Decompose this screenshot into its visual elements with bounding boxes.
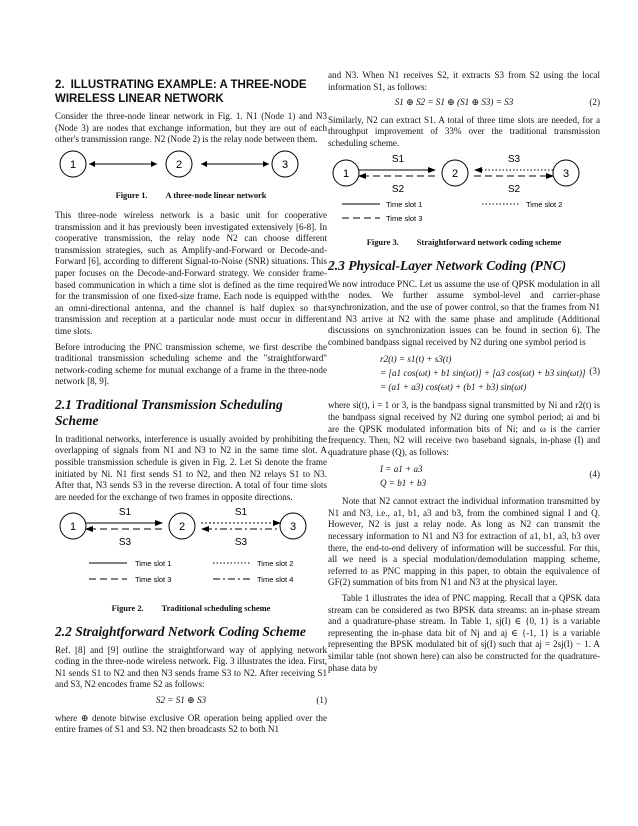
equation-3-line-3: = (a1 + a3) cos(ωt) + (b1 + b3) sin(ωt) (380, 382, 527, 393)
equation-1-number: (1) (316, 695, 327, 705)
fig3-arrowhead (474, 167, 482, 173)
section-2-number: 2. (55, 79, 65, 91)
section-2-2-para-2: where ⊕ denote bitwise exclusive OR operation being applied over the entire frames of S1 and S3. N2 then broadcasts S2 to both N1 (55, 712, 327, 735)
equation-4 (328, 462, 600, 490)
fig2-node-1-label: 1 (69, 521, 77, 534)
section-2-heading (55, 78, 327, 106)
fig3-node-1-label: 1 (342, 167, 350, 180)
fig1-arrowhead (89, 161, 95, 167)
fig2-label-s1-a: S1 (118, 507, 132, 519)
fig3-node-3-label: 3 (562, 167, 570, 180)
figure-2-caption-text: Traditional scheduling scheme (161, 604, 271, 614)
fig1-arrowhead (151, 161, 157, 167)
equation-3-number: (3) (589, 366, 600, 377)
section-2-title: ILLUSTRATING EXAMPLE: A THREE-NODE WIRELESS LINEAR NETWORK (55, 79, 307, 105)
figure-2-caption (55, 603, 327, 615)
fig3-label-s1: S1 (391, 153, 405, 165)
fig3-legend-2: Time slot 2 (526, 199, 563, 209)
fig2-label-s3-b: S3 (234, 537, 248, 549)
fig3-label-s2-b: S2 (507, 183, 521, 195)
figure-2-diagram (55, 507, 327, 591)
section-2-3-para-1: We now introduce PNC. Let us assume the use of QPSK modulation in all the nodes. We further assume symbol-level and carrier-phase synchronization, and the use of power control, so that the frames from N1 and N3 arrive at N2 with the same phase and amplitude (Additional discussions on synchronization issues can be found in section 6). The combined bandpass signal received by N2 during one symbol period is (328, 278, 600, 347)
fig3-label-s2-a: S2 (391, 183, 405, 195)
figure-2-label: Figure 2. (111, 604, 144, 614)
fig2-arrowhead (201, 526, 209, 532)
fig2-label-s1-b: S1 (234, 507, 248, 519)
fig1-arrowhead (201, 161, 207, 167)
equation-3-line-2: = [a1 cos(ωt) + b1 sin(ωt)] + [a3 cos(ωt) + b3 sin(ωt)] (380, 368, 586, 379)
equation-4-line-1: I = a1 + a3 (380, 464, 423, 475)
equation-2 (328, 97, 600, 109)
fig1-arrowhead (263, 161, 269, 167)
equation-3 (328, 352, 600, 394)
equation-1 (55, 695, 327, 707)
fig2-legend-4: Time slot 4 (257, 575, 294, 585)
figure-3-label: Figure 3. (366, 238, 399, 248)
section-2-1-heading: 2.1 Traditional Transmission Scheduling Scheme (55, 396, 283, 428)
fig2-node-2-label: 2 (178, 521, 186, 534)
figure-3-caption-text: Straightforward network coding scheme (416, 238, 562, 248)
equation-1-body: S2 = S1 ⊕ S3 (155, 695, 207, 705)
fig2-legend-2: Time slot 2 (257, 559, 294, 569)
fig2-arrowhead (155, 520, 163, 526)
figure-3-diagram (328, 154, 600, 228)
section-2-1-para-1: In traditional networks, interference is usually avoided by prohibiting the overlapping of signals from N1 and N3 to N2 in the same time slot. A possible transmission schedule is given in Fig. 2. Let Si denote the frame initiated by Ni. N1 first sends S1 to N2, and then N2 relays S1 to N3. After that, N3 sends S3 in the reverse direction. A total of four time slots are needed for the exchange of two frames in opposite directions. (55, 433, 327, 502)
section-2-3-para-2: where si(t), i = 1 or 3, is the bandpass signal transmitted by Ni and r2(t) is the bandpass signal received by N2 during one symbol period; ai and bi are the QPSK modulated information bits of Ni; and ω is the carrier frequency. Then, N2 will receive two baseband signals, in-phase (I) and quadrature phase (Q), as follows: (328, 400, 600, 457)
figure-3-caption (328, 237, 600, 249)
fig1-node-2-label: 2 (175, 158, 183, 171)
section-2-para-1: Consider the three-node linear network in Fig. 1. N1 (Node 1) and N3 (Node 3) are nodes that exchange information, but they are out of each other's transmission range. N2 (Node 2) is the relay node between them. (55, 111, 327, 145)
fig2-legend-1: Time slot 1 (135, 559, 172, 569)
section-2-3-para-4: Table 1 illustrates the idea of PNC mapping. Recall that a QPSK data stream can be considered as two BPSK data streams: an in-phase stream and a quadrature-phase stream. In Table 1, sj(I) ∈ {0, 1} is a variable representing the in-phase data bit of Nj and aj ∈ {-1, 1} is a variable representing the BPSK modulated bit of sj(I) such that aj = 2sj(I) − 1. A similar table (not shown here) can also be constructed for the quadrature-phase data by (328, 593, 600, 673)
fig2-legend-3: Time slot 3 (135, 575, 172, 585)
figure-1-caption (55, 190, 327, 202)
left-column (55, 70, 327, 740)
right-column (328, 70, 600, 678)
figure-3 (328, 154, 600, 249)
fig2-node-3-label: 3 (289, 521, 297, 534)
figure-1-label: Figure 1. (115, 191, 148, 201)
fig3-legend-1: Time slot 1 (386, 199, 423, 209)
equation-2-number: (2) (589, 97, 600, 108)
fig1-node-1-label: 1 (69, 158, 77, 171)
section-2-3-heading: 2.3 Physical-Layer Network Coding (PNC) (328, 257, 567, 273)
equation-4-number: (4) (589, 469, 600, 480)
equation-2-body: S1 ⊕ S2 = S1 ⊕ (S1 ⊕ S3) = S3 (394, 97, 514, 108)
figure-1-caption-text: A three-node linear network (165, 191, 267, 201)
fig3-arrowhead (428, 167, 436, 173)
figure-1-diagram (55, 150, 327, 184)
fig3-legend-3: Time slot 3 (386, 213, 423, 223)
section-2-3-para-3: Note that N2 cannot extract the individual information transmitted by N1 and N3, i.e., a1, b1, a3 and b3, from the combined signal I and Q. However, N2 is just a relay node. As long as N2 can transmit the necessary information to N1 and N3 for extraction of a1, b1, a3, b3 over there, the end-to-end delivery of information will be successful. For this, all we need is a special modulation/demodulation mapping scheme, referred to as PNC mapping in this paper, to obtain the equivalence of GF(2) summation of bits from N1 and N3 at the physical layer. (328, 496, 600, 588)
fig3-node-2-label: 2 (451, 167, 459, 180)
fig3-label-s3: S3 (507, 153, 521, 165)
equation-3-line-1: r2(t) = s1(t) + s3(t) (380, 354, 452, 365)
section-2-para-3: Before introducing the PNC transmission scheme, we first describe the traditional transmission scheduling scheme and the "straightforward" network-coding scheme for mutual exchange of a frame in the three-node network [8, 9]. (55, 341, 327, 387)
figure-1 (55, 150, 327, 202)
section-2-2-para-1: Ref. [8] and [9] outline the straightforward way of applying network coding in the three-node wireless network. Fig. 3 illustrates the idea. First, N1 sends S1 to N2 and then N3 sends frame S3 to N2. After receiving S1 and S3, N2 encodes frame S2 as follows: (55, 644, 327, 690)
fig2-label-s3-a: S3 (118, 537, 132, 549)
figure-2 (55, 507, 327, 614)
right-para-1: and N3. When N1 receives S2, it extracts S3 from S2 using the local information S1, as follows: (328, 70, 600, 92)
equation-4-line-2: Q = b1 + b3 (380, 478, 427, 489)
right-para-2: Similarly, N2 can extract S1. A total of three time slots are needed, for a throughput improvement of 33% over the traditional transmission scheduling scheme. (328, 114, 600, 148)
section-2-2-heading: 2.2 Straightforward Network Coding Scheme (55, 623, 306, 639)
section-2-para-2: This three-node wireless network is a basic unit for cooperative transmission and it has previously been investigated extensively [6-8]. In cooperative transmission, the relay node N2 can choose different transmission strategies, such as Amplify-and-Forward or Decode-and-Forward [6], according to different Signal-to-Noise (SNR) situations. This paper focuses on the Decode-and-Forward strategy. We consider frame-based communication in which a time slot is defined as the time required for the transmission of one fixed-size frame. Each node is equipped with an omni-directional antenna, and the channel is half duplex so that transmission and reception at a particular node must occur in different time slots. (55, 209, 327, 336)
fig1-node-3-label: 3 (281, 158, 289, 171)
